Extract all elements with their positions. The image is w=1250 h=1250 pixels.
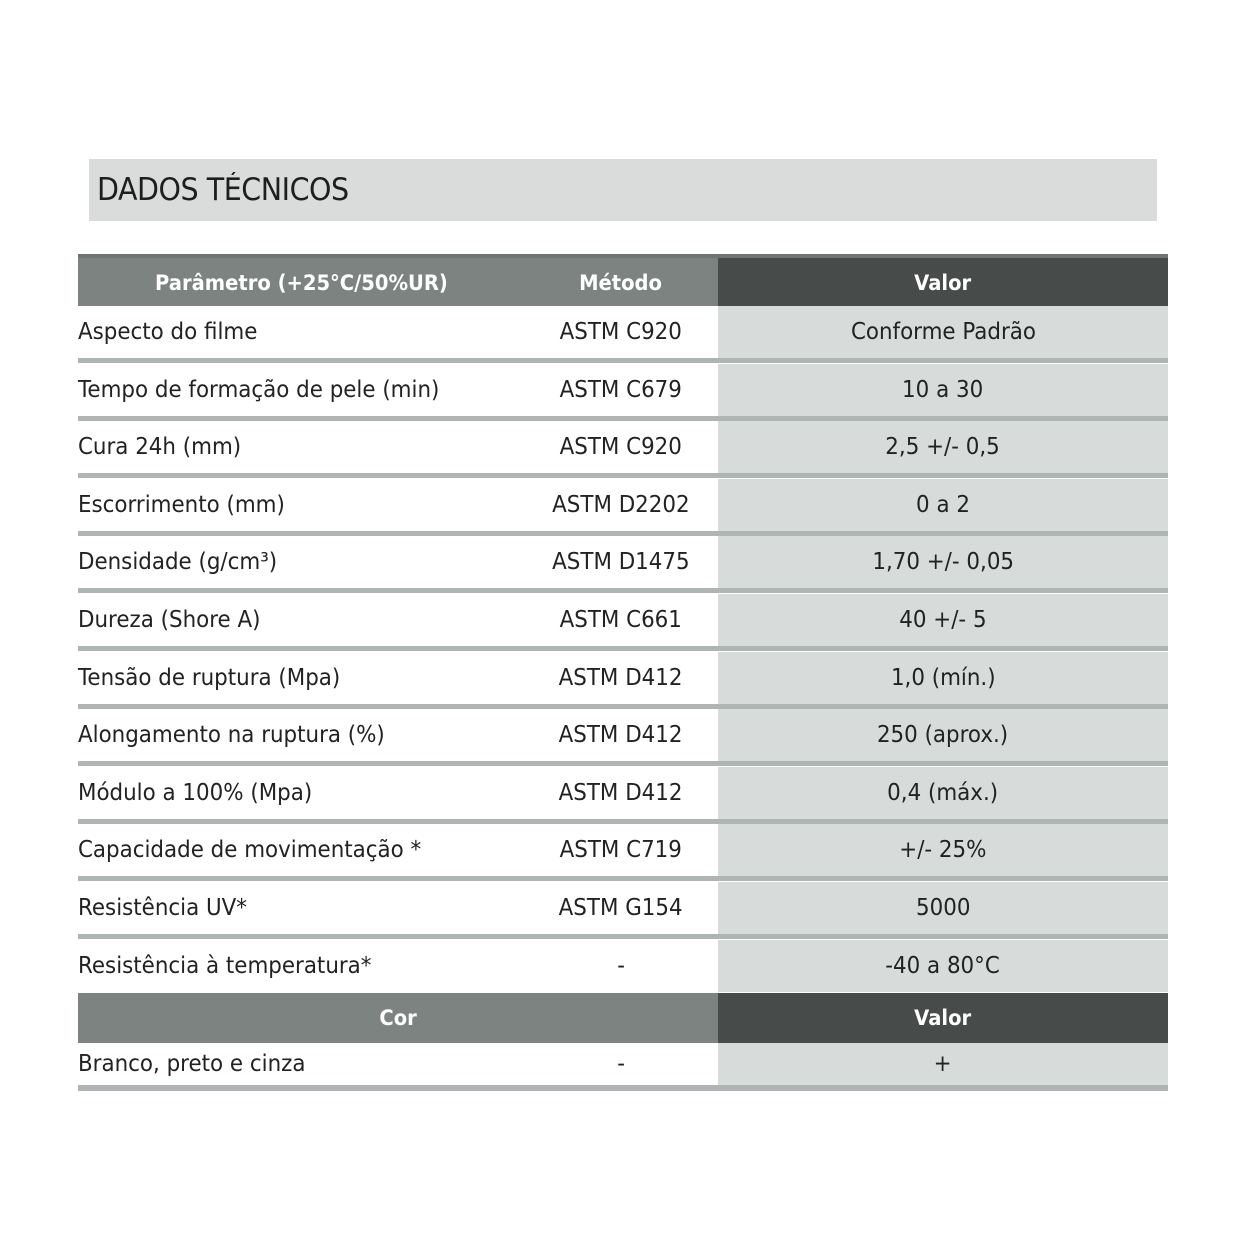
method-cell: ASTM G154 xyxy=(524,882,718,934)
row-divider xyxy=(524,358,718,363)
value-cell: 1,0 (mín.) xyxy=(718,652,1168,704)
header-color: Cor xyxy=(78,993,718,1043)
color-table-header xyxy=(78,993,1168,1043)
method-cell: ASTM C920 xyxy=(524,421,718,473)
table-row xyxy=(78,824,1168,882)
table-row xyxy=(78,594,1168,652)
row-divider xyxy=(524,934,718,939)
row-divider xyxy=(524,761,718,766)
table-row xyxy=(78,767,1168,825)
method-cell: ASTM D1475 xyxy=(524,536,718,588)
parameter-cell: Resistência UV* xyxy=(78,882,524,934)
row-divider xyxy=(718,473,1168,478)
row-divider xyxy=(718,646,1168,651)
parameter-cell: Dureza (Shore A) xyxy=(78,594,524,646)
method-cell: ASTM D2202 xyxy=(524,479,718,531)
method-cell: ASTM C661 xyxy=(524,594,718,646)
row-divider xyxy=(78,473,524,478)
parameter-cell: Aspecto do filme xyxy=(78,306,524,358)
method-cell: ASTM C679 xyxy=(524,364,718,416)
value-cell: 0,4 (máx.) xyxy=(718,767,1168,819)
parameter-cell: Densidade (g/cm³) xyxy=(78,536,524,588)
table-row xyxy=(78,882,1168,940)
color-table-row xyxy=(78,1043,1168,1101)
row-divider xyxy=(78,588,524,593)
method-cell: ASTM D412 xyxy=(524,709,718,761)
method-cell: - xyxy=(524,940,718,992)
header-value: Valor xyxy=(718,258,1168,308)
table-bottom-rule xyxy=(78,1085,1168,1091)
row-divider xyxy=(524,646,718,651)
parameter-cell: Resistência à temperatura* xyxy=(78,940,524,992)
section-title: DADOS TÉCNICOS xyxy=(97,172,349,208)
value-cell: -40 a 80°C xyxy=(718,940,1168,992)
row-divider xyxy=(78,358,524,363)
parameter-cell: Cura 24h (mm) xyxy=(78,421,524,473)
table-row xyxy=(78,536,1168,594)
table-row xyxy=(78,652,1168,710)
value-cell: Conforme Padrão xyxy=(718,306,1168,358)
row-divider xyxy=(718,934,1168,939)
parameter-cell: Capacidade de movimentação * xyxy=(78,824,524,876)
row-divider xyxy=(524,876,718,881)
table-row xyxy=(78,306,1168,364)
value-cell: +/- 25% xyxy=(718,824,1168,876)
row-divider xyxy=(718,876,1168,881)
parameter-cell: Tensão de ruptura (Mpa) xyxy=(78,652,524,704)
row-divider xyxy=(524,473,718,478)
color-method-cell: - xyxy=(524,1043,718,1085)
value-cell: 1,70 +/- 0,05 xyxy=(718,536,1168,588)
color-name-cell: Branco, preto e cinza xyxy=(78,1043,524,1085)
table-row xyxy=(78,940,1168,998)
row-divider xyxy=(78,761,524,766)
row-divider xyxy=(718,761,1168,766)
value-cell: 5000 xyxy=(718,882,1168,934)
value-cell: 10 a 30 xyxy=(718,364,1168,416)
value-cell: 2,5 +/- 0,5 xyxy=(718,421,1168,473)
row-divider xyxy=(718,588,1168,593)
row-divider xyxy=(718,358,1168,363)
table-row xyxy=(78,479,1168,537)
row-divider xyxy=(524,588,718,593)
table-row xyxy=(78,364,1168,422)
value-cell: 250 (aprox.) xyxy=(718,709,1168,761)
parameter-cell: Alongamento na ruptura (%) xyxy=(78,709,524,761)
header-parameter: Parâmetro (+25°C/50%UR) xyxy=(78,258,524,308)
parameter-cell: Tempo de formação de pele (min) xyxy=(78,364,524,416)
color-value-cell: + xyxy=(718,1043,1168,1085)
method-cell: ASTM D412 xyxy=(524,767,718,819)
row-divider xyxy=(78,934,524,939)
table-row xyxy=(78,709,1168,767)
row-divider xyxy=(78,646,524,651)
header-method: Método xyxy=(524,258,718,308)
section-title-bar xyxy=(89,159,1157,221)
method-cell: ASTM C719 xyxy=(524,824,718,876)
table-row xyxy=(78,421,1168,479)
value-cell: 0 a 2 xyxy=(718,479,1168,531)
method-cell: ASTM C920 xyxy=(524,306,718,358)
row-divider xyxy=(78,876,524,881)
parameter-cell: Escorrimento (mm) xyxy=(78,479,524,531)
value-cell: 40 +/- 5 xyxy=(718,594,1168,646)
table-header xyxy=(78,258,1168,308)
header-color-value: Valor xyxy=(718,993,1168,1043)
method-cell: ASTM D412 xyxy=(524,652,718,704)
parameter-cell: Módulo a 100% (Mpa) xyxy=(78,767,524,819)
